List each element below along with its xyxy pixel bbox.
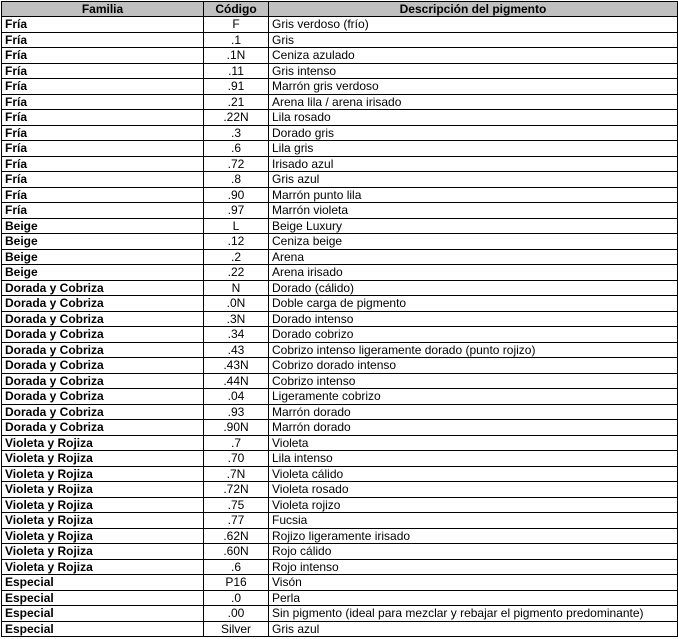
table-row: [2, 172, 678, 188]
cell-family: Violeta y Rojiza: [2, 466, 204, 482]
table-row: [2, 451, 678, 467]
cell-desc: Violeta: [269, 435, 678, 451]
table-row: [2, 63, 678, 79]
cell-desc: Fucsia: [269, 513, 678, 529]
cell-desc: Rojo intenso: [269, 559, 678, 575]
table-row: [2, 125, 678, 141]
cell-code: .2: [204, 249, 269, 265]
cell-family: Fría: [2, 32, 204, 48]
cell-code: .62N: [204, 528, 269, 544]
cell-code: .22: [204, 265, 269, 281]
table-body: [2, 17, 678, 637]
table-row: [2, 48, 678, 64]
cell-family: Fría: [2, 94, 204, 110]
cell-desc: Dorado gris: [269, 125, 678, 141]
cell-code: P16: [204, 575, 269, 591]
cell-code: F: [204, 17, 269, 33]
cell-desc: Marrón punto lila: [269, 187, 678, 203]
table-row: [2, 528, 678, 544]
cell-family: Beige: [2, 234, 204, 250]
cell-desc: Gris intenso: [269, 63, 678, 79]
cell-desc: Rojizo ligeramente irisado: [269, 528, 678, 544]
cell-desc: Lila gris: [269, 141, 678, 157]
cell-family: Beige: [2, 249, 204, 265]
cell-family: Dorada y Cobriza: [2, 420, 204, 436]
cell-code: .8: [204, 172, 269, 188]
table-row: [2, 373, 678, 389]
cell-family: Dorada y Cobriza: [2, 296, 204, 312]
table-row: [2, 234, 678, 250]
cell-family: Violeta y Rojiza: [2, 497, 204, 513]
cell-code: .22N: [204, 110, 269, 126]
cell-family: Violeta y Rojiza: [2, 482, 204, 498]
cell-desc: Arena irisado: [269, 265, 678, 281]
cell-desc: Gris azul: [269, 621, 678, 637]
cell-code: .3: [204, 125, 269, 141]
cell-desc: Marrón dorado: [269, 420, 678, 436]
table-row: [2, 265, 678, 281]
cell-code: .70: [204, 451, 269, 467]
table-row: [2, 187, 678, 203]
table-row: [2, 280, 678, 296]
header-family: Familia: [2, 2, 204, 17]
cell-desc: Violeta rosado: [269, 482, 678, 498]
cell-family: Dorada y Cobriza: [2, 327, 204, 343]
cell-code: L: [204, 218, 269, 234]
table-row: [2, 513, 678, 529]
cell-desc: Doble carga de pigmento: [269, 296, 678, 312]
cell-family: Fría: [2, 141, 204, 157]
pigment-table: [1, 1, 678, 637]
cell-family: Fría: [2, 63, 204, 79]
cell-family: Dorada y Cobriza: [2, 280, 204, 296]
table-row: [2, 420, 678, 436]
cell-desc: Sin pigmento (ideal para mezclar y rebajar el pigmento predominante): [269, 606, 678, 622]
cell-code: .11: [204, 63, 269, 79]
cell-family: Fría: [2, 79, 204, 95]
table-row: [2, 559, 678, 575]
cell-family: Beige: [2, 265, 204, 281]
cell-desc: Marrón dorado: [269, 404, 678, 420]
table-row: [2, 94, 678, 110]
cell-family: Especial: [2, 621, 204, 637]
cell-desc: Marrón violeta: [269, 203, 678, 219]
cell-desc: Dorado intenso: [269, 311, 678, 327]
cell-family: Violeta y Rojiza: [2, 513, 204, 529]
cell-family: Dorada y Cobriza: [2, 373, 204, 389]
cell-code: .21: [204, 94, 269, 110]
cell-code: .6: [204, 559, 269, 575]
table-row: [2, 203, 678, 219]
cell-family: Dorada y Cobriza: [2, 342, 204, 358]
cell-code: .0: [204, 590, 269, 606]
cell-desc: Violeta rojizo: [269, 497, 678, 513]
table-row: [2, 311, 678, 327]
cell-desc: Beige Luxury: [269, 218, 678, 234]
cell-code: .44N: [204, 373, 269, 389]
cell-code: .90N: [204, 420, 269, 436]
cell-family: Violeta y Rojiza: [2, 451, 204, 467]
cell-code: .93: [204, 404, 269, 420]
table-row: [2, 79, 678, 95]
table-row: [2, 249, 678, 265]
cell-family: Dorada y Cobriza: [2, 404, 204, 420]
table-row: [2, 606, 678, 622]
cell-code: .77: [204, 513, 269, 529]
cell-family: Fría: [2, 17, 204, 33]
cell-code: Silver: [204, 621, 269, 637]
table-row: [2, 218, 678, 234]
cell-code: .72: [204, 156, 269, 172]
cell-code: .6: [204, 141, 269, 157]
cell-code: .00: [204, 606, 269, 622]
cell-family: Especial: [2, 575, 204, 591]
cell-desc: Lila intenso: [269, 451, 678, 467]
cell-desc: Arena: [269, 249, 678, 265]
cell-code: .7N: [204, 466, 269, 482]
cell-code: .91: [204, 79, 269, 95]
cell-code: .60N: [204, 544, 269, 560]
table-row: [2, 358, 678, 374]
cell-family: Fría: [2, 110, 204, 126]
cell-desc: Ligeramente cobrizo: [269, 389, 678, 405]
cell-desc: Visón: [269, 575, 678, 591]
table-row: [2, 17, 678, 33]
cell-code: .12: [204, 234, 269, 250]
cell-code: .1: [204, 32, 269, 48]
cell-code: .1N: [204, 48, 269, 64]
table-row: [2, 296, 678, 312]
table-row: [2, 435, 678, 451]
cell-desc: Marrón gris verdoso: [269, 79, 678, 95]
cell-family: Violeta y Rojiza: [2, 544, 204, 560]
cell-desc: Ceniza beige: [269, 234, 678, 250]
cell-code: N: [204, 280, 269, 296]
cell-desc: Violeta cálido: [269, 466, 678, 482]
table-row: [2, 404, 678, 420]
cell-code: .97: [204, 203, 269, 219]
cell-desc: Perla: [269, 590, 678, 606]
table-row: [2, 141, 678, 157]
cell-family: Fría: [2, 172, 204, 188]
cell-desc: Dorado (cálido): [269, 280, 678, 296]
cell-family: Dorada y Cobriza: [2, 389, 204, 405]
cell-code: .7: [204, 435, 269, 451]
cell-family: Fría: [2, 48, 204, 64]
table-row: [2, 482, 678, 498]
cell-family: Beige: [2, 218, 204, 234]
cell-desc: Ceniza azulado: [269, 48, 678, 64]
cell-family: Fría: [2, 156, 204, 172]
cell-code: .0N: [204, 296, 269, 312]
cell-desc: Rojo cálido: [269, 544, 678, 560]
header-row: [2, 2, 678, 17]
cell-code: .43N: [204, 358, 269, 374]
cell-family: Fría: [2, 203, 204, 219]
cell-desc: Gris: [269, 32, 678, 48]
cell-family: Violeta y Rojiza: [2, 528, 204, 544]
cell-code: .34: [204, 327, 269, 343]
table-row: [2, 544, 678, 560]
table-row: [2, 590, 678, 606]
cell-family: Fría: [2, 187, 204, 203]
table-row: [2, 32, 678, 48]
cell-desc: Dorado cobrizo: [269, 327, 678, 343]
cell-code: .3N: [204, 311, 269, 327]
cell-family: Dorada y Cobriza: [2, 358, 204, 374]
table-row: [2, 342, 678, 358]
table-row: [2, 575, 678, 591]
header-code: Código: [204, 2, 269, 17]
cell-desc: Gris azul: [269, 172, 678, 188]
cell-code: .43: [204, 342, 269, 358]
table-row: [2, 466, 678, 482]
cell-desc: Cobrizo intenso: [269, 373, 678, 389]
cell-desc: Lila rosado: [269, 110, 678, 126]
cell-family: Fría: [2, 125, 204, 141]
cell-family: Violeta y Rojiza: [2, 435, 204, 451]
cell-family: Dorada y Cobriza: [2, 311, 204, 327]
table-row: [2, 156, 678, 172]
cell-desc: Gris verdoso (frío): [269, 17, 678, 33]
cell-code: .04: [204, 389, 269, 405]
cell-code: .75: [204, 497, 269, 513]
table-row: [2, 497, 678, 513]
table-row: [2, 389, 678, 405]
cell-family: Especial: [2, 590, 204, 606]
cell-desc: Cobrizo intenso ligeramente dorado (punto rojizo): [269, 342, 678, 358]
cell-desc: Cobrizo dorado intenso: [269, 358, 678, 374]
table-row: [2, 621, 678, 637]
cell-desc: Irisado azul: [269, 156, 678, 172]
table-header: [2, 2, 678, 17]
cell-code: .72N: [204, 482, 269, 498]
cell-desc: Arena lila / arena irisado: [269, 94, 678, 110]
cell-family: Especial: [2, 606, 204, 622]
table-row: [2, 110, 678, 126]
cell-family: Violeta y Rojiza: [2, 559, 204, 575]
table-row: [2, 327, 678, 343]
header-description: Descripción del pigmento: [269, 2, 678, 17]
cell-code: .90: [204, 187, 269, 203]
